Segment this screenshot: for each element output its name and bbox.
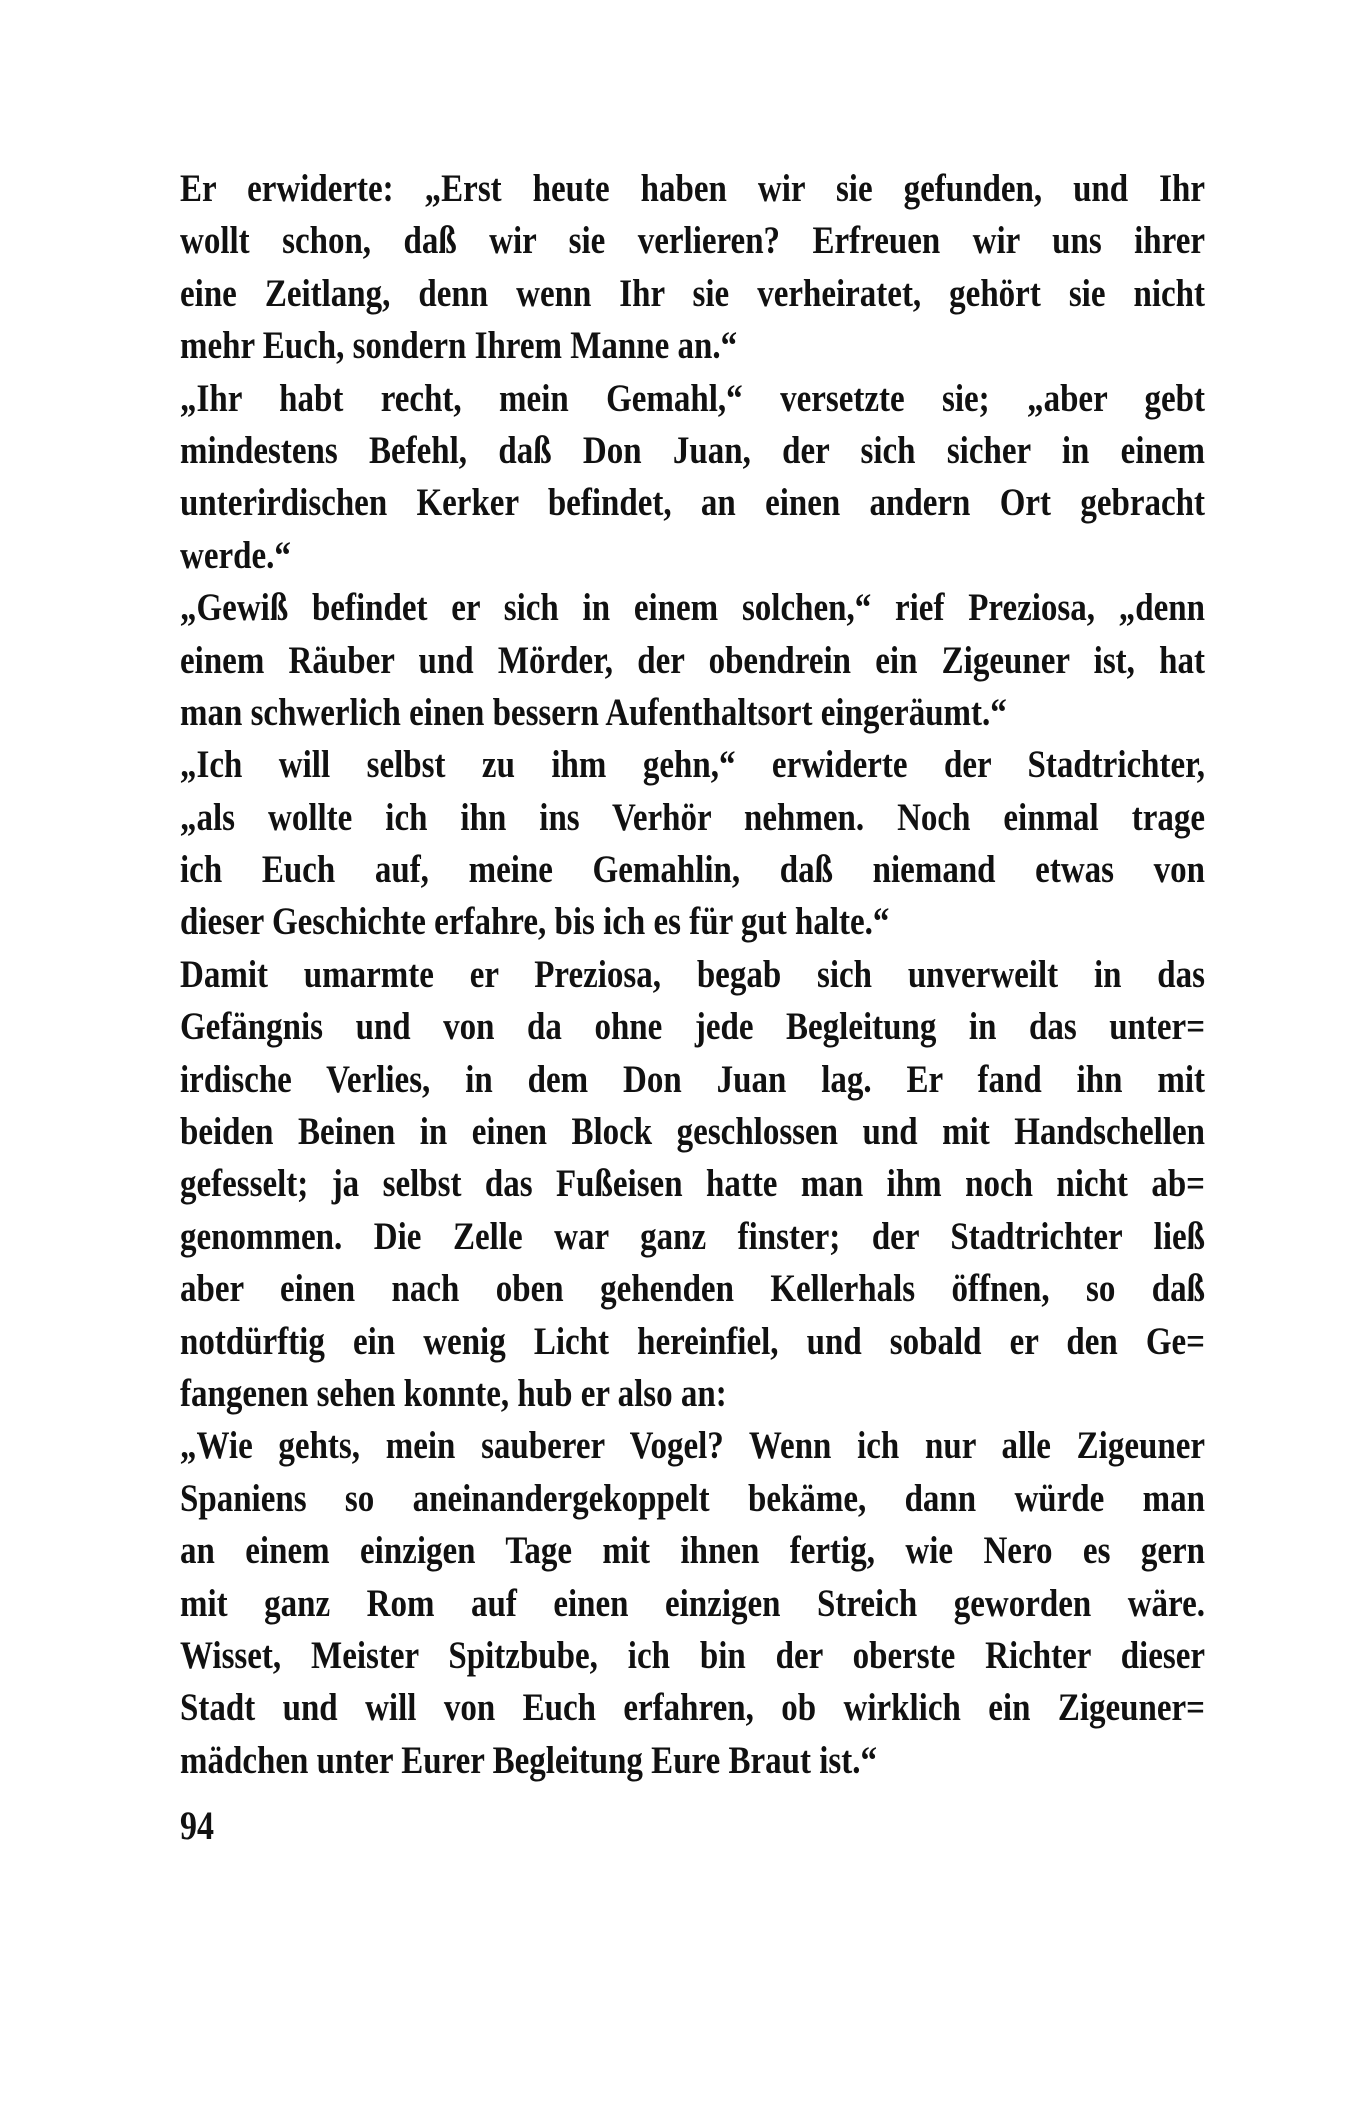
text-line: „Gewiß befindet er sich in einem solchen,“ rief Preziosa, „denn <box>180 586 1205 630</box>
text-line: notdürftig ein wenig Licht hereinfiel, und sobald er den Ge= <box>180 1320 1205 1363</box>
text-line: Wisset, Meister Spitzbube, ich bin der oberste Richter dieser <box>180 1634 1205 1678</box>
text-line: werde.“ <box>180 534 291 577</box>
text-line: wollt schon, daß wir sie verlieren? Erfreuen wir uns ihrer <box>180 220 1205 263</box>
text-line: unterirdischen Kerker befindet, an einen andern Ort gebracht <box>180 482 1205 525</box>
text-line: beiden Beinen in einen Block geschlossen und mit Handschellen <box>180 1110 1205 1154</box>
text-line: mindestens Befehl, daß Don Juan, der sich sicher in einem <box>180 429 1205 473</box>
text-line: mehr Euch, sondern Ihrem Manne an.“ <box>180 324 738 368</box>
page-number: 94 <box>180 1804 214 1849</box>
text-line: „als wollte ich ihn ins Verhör nehmen. Noch einmal trage <box>180 796 1205 839</box>
book-page-text <box>180 163 1205 1787</box>
text-line: fangenen sehen konnte, hub er also an: <box>180 1372 727 1416</box>
text-line: aber einen nach oben gehenden Kellerhals öffnen, so daß <box>180 1267 1205 1311</box>
text-line: man schwerlich einen bessern Aufenthaltsort eingeräumt.“ <box>180 691 1007 735</box>
text-line: Gefängnis und von da ohne jede Begleitung in das unter= <box>180 1005 1205 1049</box>
text-line: irdische Verlies, in dem Don Juan lag. Er fand ihn mit <box>180 1058 1205 1101</box>
text-line: Spaniens so aneinandergekoppelt bekäme, dann würde man <box>180 1477 1205 1520</box>
text-line: einem Räuber und Mörder, der obendrein ein Zigeuner ist, hat <box>180 639 1205 682</box>
text-line: Stadt und will von Euch erfahren, ob wirklich ein Zigeuner= <box>180 1687 1205 1730</box>
text-line: mädchen unter Eurer Begleitung Eure Braut ist.“ <box>180 1739 877 1782</box>
text-line: mit ganz Rom auf einen einzigen Streich geworden wäre. <box>180 1582 1205 1625</box>
text-line: „Wie gehts, mein sauberer Vogel? Wenn ich nur alle Zigeuner <box>180 1425 1205 1468</box>
text-line: eine Zeitlang, denn wenn Ihr sie verheiratet, gehört sie nicht <box>180 272 1205 315</box>
text-line: Er erwiderte: „Erst heute haben wir sie gefunden, und Ihr <box>180 167 1205 211</box>
text-line: genommen. Die Zelle war ganz finster; der Stadtrichter ließ <box>180 1215 1205 1259</box>
text-line: ich Euch auf, meine Gemahlin, daß niemand etwas von <box>180 848 1205 892</box>
text-line: „Ihr habt recht, mein Gemahl,“ versetzte sie; „aber gebt <box>180 377 1205 420</box>
text-line: dieser Geschichte erfahre, bis ich es für gut halte.“ <box>180 901 890 944</box>
text-line: gefesselt; ja selbst das Fußeisen hatte man ihm noch nicht ab= <box>180 1163 1205 1206</box>
text-line: „Ich will selbst zu ihm gehn,“ erwiderte der Stadtrichter, <box>180 744 1205 787</box>
text-line: Damit umarmte er Preziosa, begab sich unverweilt in das <box>180 953 1205 997</box>
text-line: an einem einzigen Tage mit ihnen fertig, wie Nero es gern <box>180 1529 1205 1573</box>
